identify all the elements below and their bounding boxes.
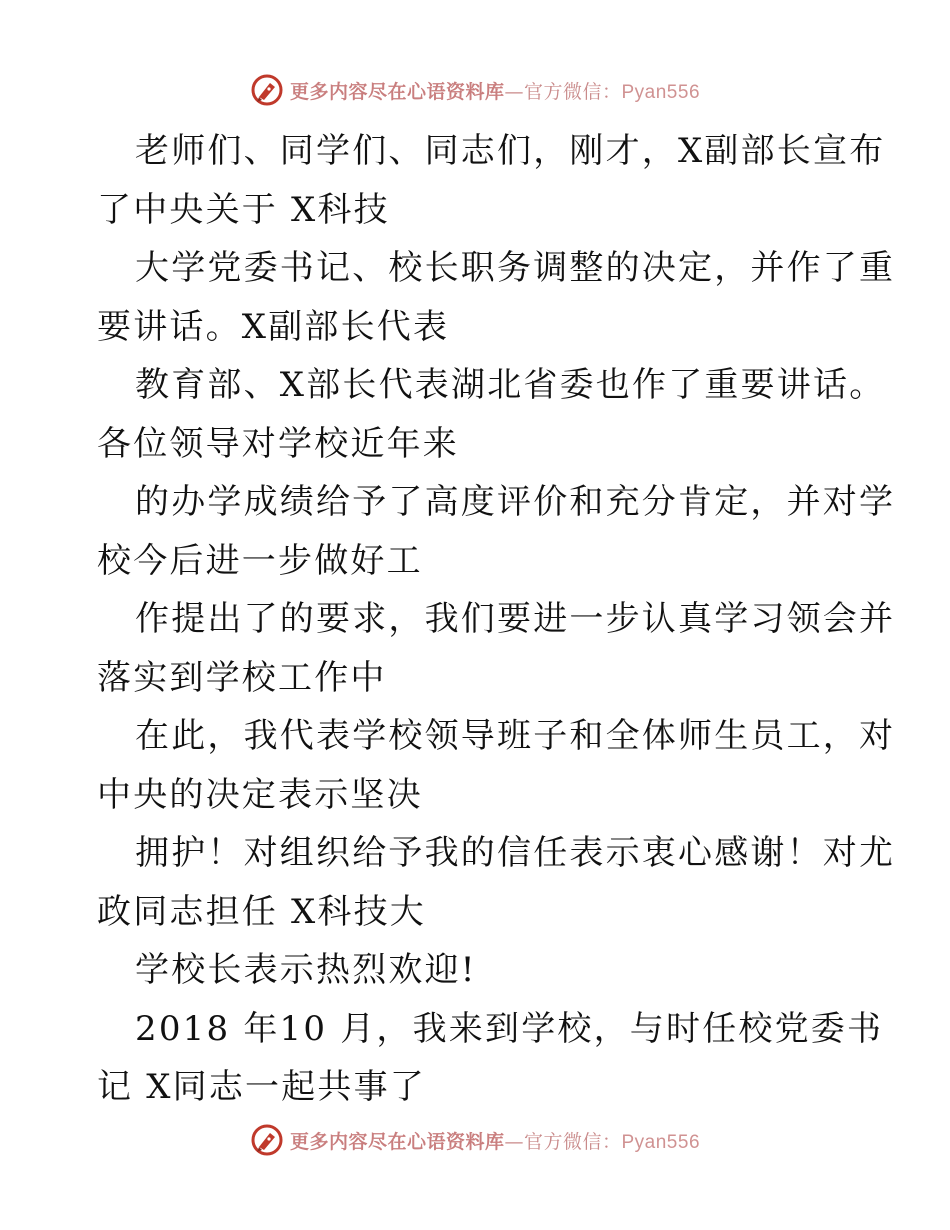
footer-banner-wechat-label: 官方微信： [523,1130,622,1153]
text-line: 了中央关于 X科技 [97,189,390,230]
header-banner-wechat-id: Pyan556 [621,81,701,103]
text-line: 政同志担任 X科技大 [97,891,427,932]
text-line: 老师们、同学们、同志们，刚才，X副部长宣布 [135,131,886,171]
header-banner [0,70,950,110]
footer-banner-wechat-id: Pyan556 [621,1131,701,1153]
footer-banner-separator: — [504,1130,524,1153]
text-line: 的办学成绩给予了高度评价和充分肯定，并对学 [135,482,896,522]
header-banner-inner [250,73,700,107]
header-banner-main: 更多内容尽在心语资料库 [289,80,505,103]
pen-nib-circle-icon [250,1123,284,1157]
text-line: 校今后进一步做好工 [97,540,423,581]
footer-banner-main: 更多内容尽在心语资料库 [289,1130,505,1153]
text-line: 在此，我代表学校领导班子和全体师生员工，对 [135,716,896,756]
pen-nib-circle-icon [250,73,284,107]
header-banner-wechat-label: 官方微信： [523,80,622,103]
text-line: 落实到学校工作中 [97,657,387,698]
header-banner-separator: — [504,80,524,103]
footer-banner-inner [250,1123,700,1157]
text-line: 记 X同志一起共事了 [97,1067,427,1107]
text-line: 作提出了的要求，我们要进一步认真学习领会并 [135,599,896,639]
text-line: 学校长表示热烈欢迎! [135,950,477,990]
text-line: 大学党委书记、校长职务调整的决定，并作了重 [135,248,896,288]
text-line: 教育部、X部长代表湖北省委也作了重要讲话。 [135,365,886,405]
header-banner-text [290,77,700,104]
document-body [97,122,896,1117]
footer-banner [0,1120,950,1160]
text-line: 要讲话。X副部长代表 [97,306,450,347]
text-line: 2018 年10 月，我来到学校，与时任校党委书 [135,1008,884,1049]
text-line: 各位领导对学校近年来 [97,423,459,464]
text-line: 中央的决定表示坚决 [97,774,423,815]
text-line: 拥护！对组织给予我的信任表示衷心感谢！对尤 [135,833,896,873]
footer-banner-text [290,1127,700,1154]
